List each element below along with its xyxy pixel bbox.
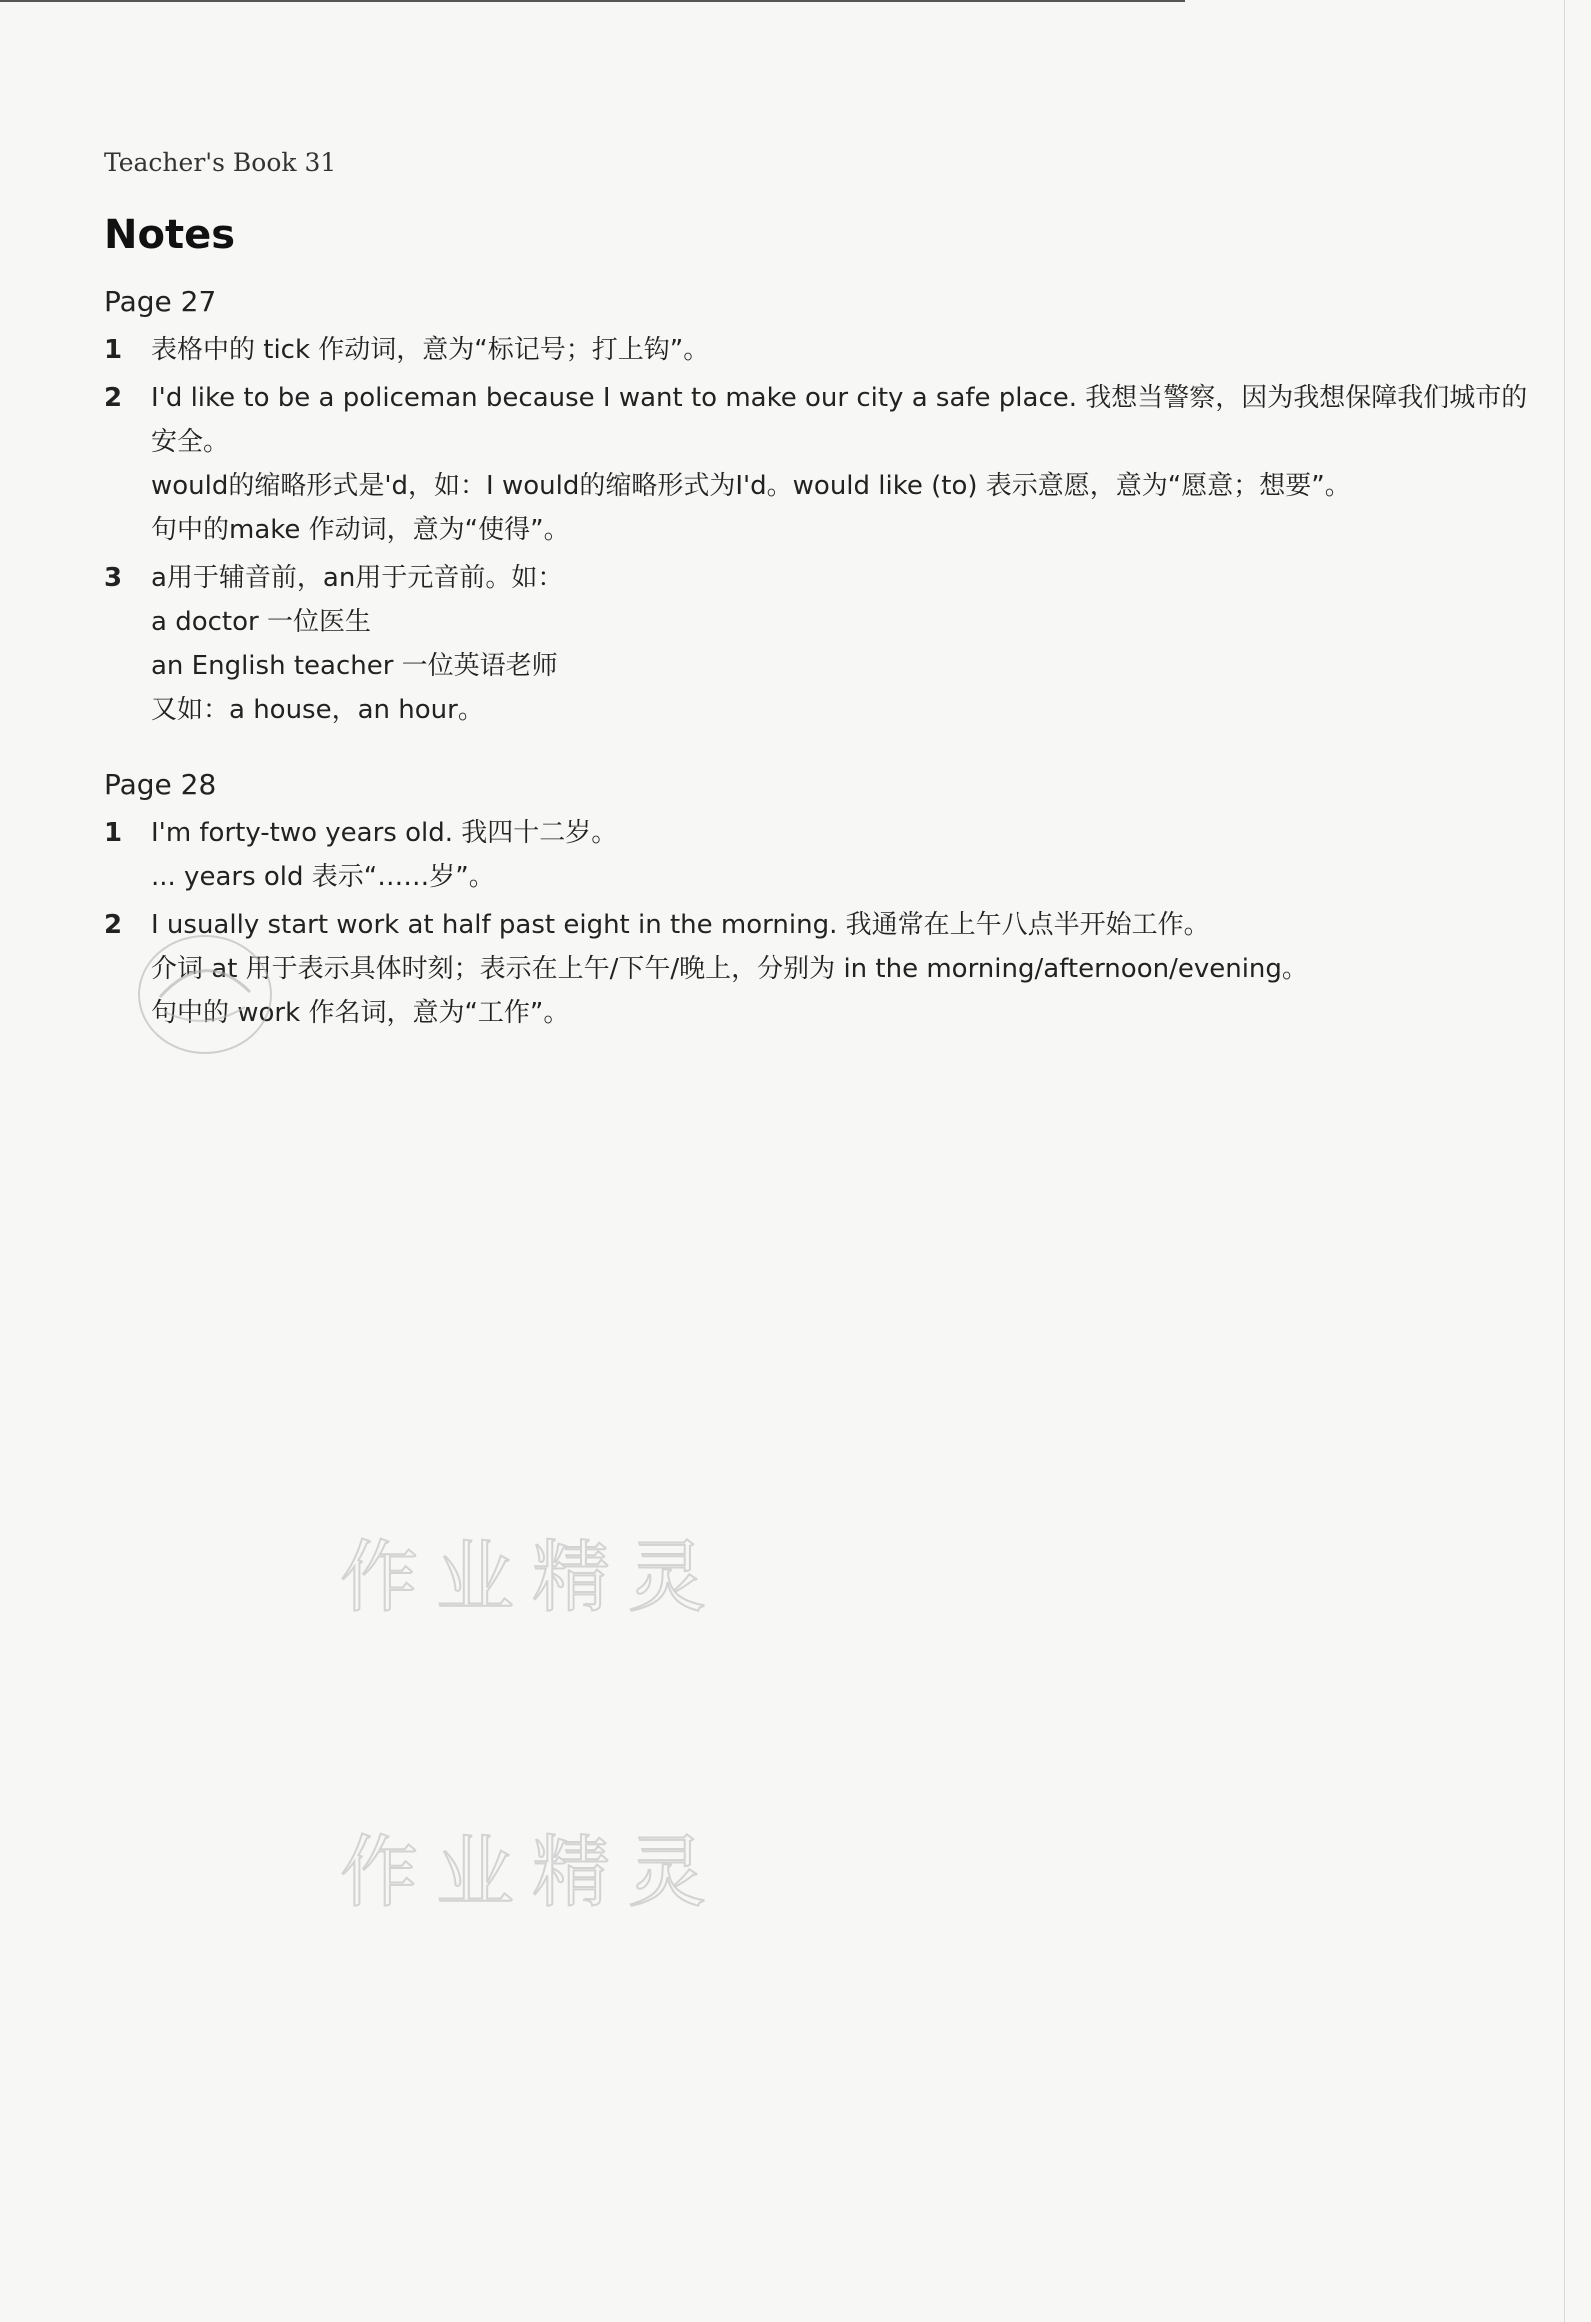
section-page-27	[104, 285, 1551, 736]
page-title: Notes	[104, 212, 236, 258]
section-page-28	[104, 768, 1308, 1039]
note-line: ... years old 表示“……岁”。	[151, 862, 495, 892]
note-number: 1	[104, 335, 123, 365]
note-line: an English teacher 一位英语老师	[151, 651, 558, 681]
section-heading: Page 28	[104, 768, 217, 801]
watermark: 作业精灵	[340, 1828, 725, 1918]
note-item	[104, 328, 1551, 372]
note-line: a doctor 一位医生	[151, 607, 371, 637]
note-line: I usually start work at half past eight in the morning. 我通常在上午八点半开始工作。	[151, 910, 1210, 940]
section-heading: Page 27	[104, 285, 217, 318]
note-item	[104, 903, 1308, 1035]
note-line: I'm forty-two years old. 我四十二岁。	[151, 818, 618, 848]
stamp-logo	[138, 935, 272, 1054]
note-number: 2	[104, 910, 123, 940]
note-number: 3	[104, 563, 123, 593]
note-number: 2	[104, 383, 123, 413]
watermark: 作业精灵	[340, 1533, 725, 1623]
note-item	[104, 811, 1308, 899]
running-head: Teacher's Book 31	[104, 148, 337, 177]
note-number: 1	[104, 818, 123, 848]
note-line: a用于辅音前，an用于元音前。如：	[151, 563, 564, 593]
note-line: 表格中的 tick 作动词，意为“标记号；打上钩”。	[151, 335, 710, 365]
note-line: 句中的make 作动词，意为“使得”。	[151, 515, 570, 545]
page-edge	[1564, 0, 1565, 2322]
note-line: would的缩略形式是'd，如：I would的缩略形式为I'd。would like (to) 表示意愿，意为“愿意；想要”。	[151, 471, 1351, 501]
stamp-icon	[140, 937, 270, 1052]
note-line: 介词 at 用于表示具体时刻；表示在上午/下午/晚上，分别为 in the morning/afternoon/evening。	[151, 954, 1308, 984]
note-item	[104, 556, 1551, 732]
note-line: I'd like to be a policeman because I want to make our city a safe place. 我想当警察，因为我想保障我们城市的安全。	[151, 383, 1528, 457]
note-line: 又如：a house，an hour。	[151, 695, 484, 725]
top-rule	[0, 0, 1185, 2]
note-line: 句中的 work 作名词，意为“工作”。	[151, 998, 570, 1028]
note-item	[104, 376, 1551, 552]
